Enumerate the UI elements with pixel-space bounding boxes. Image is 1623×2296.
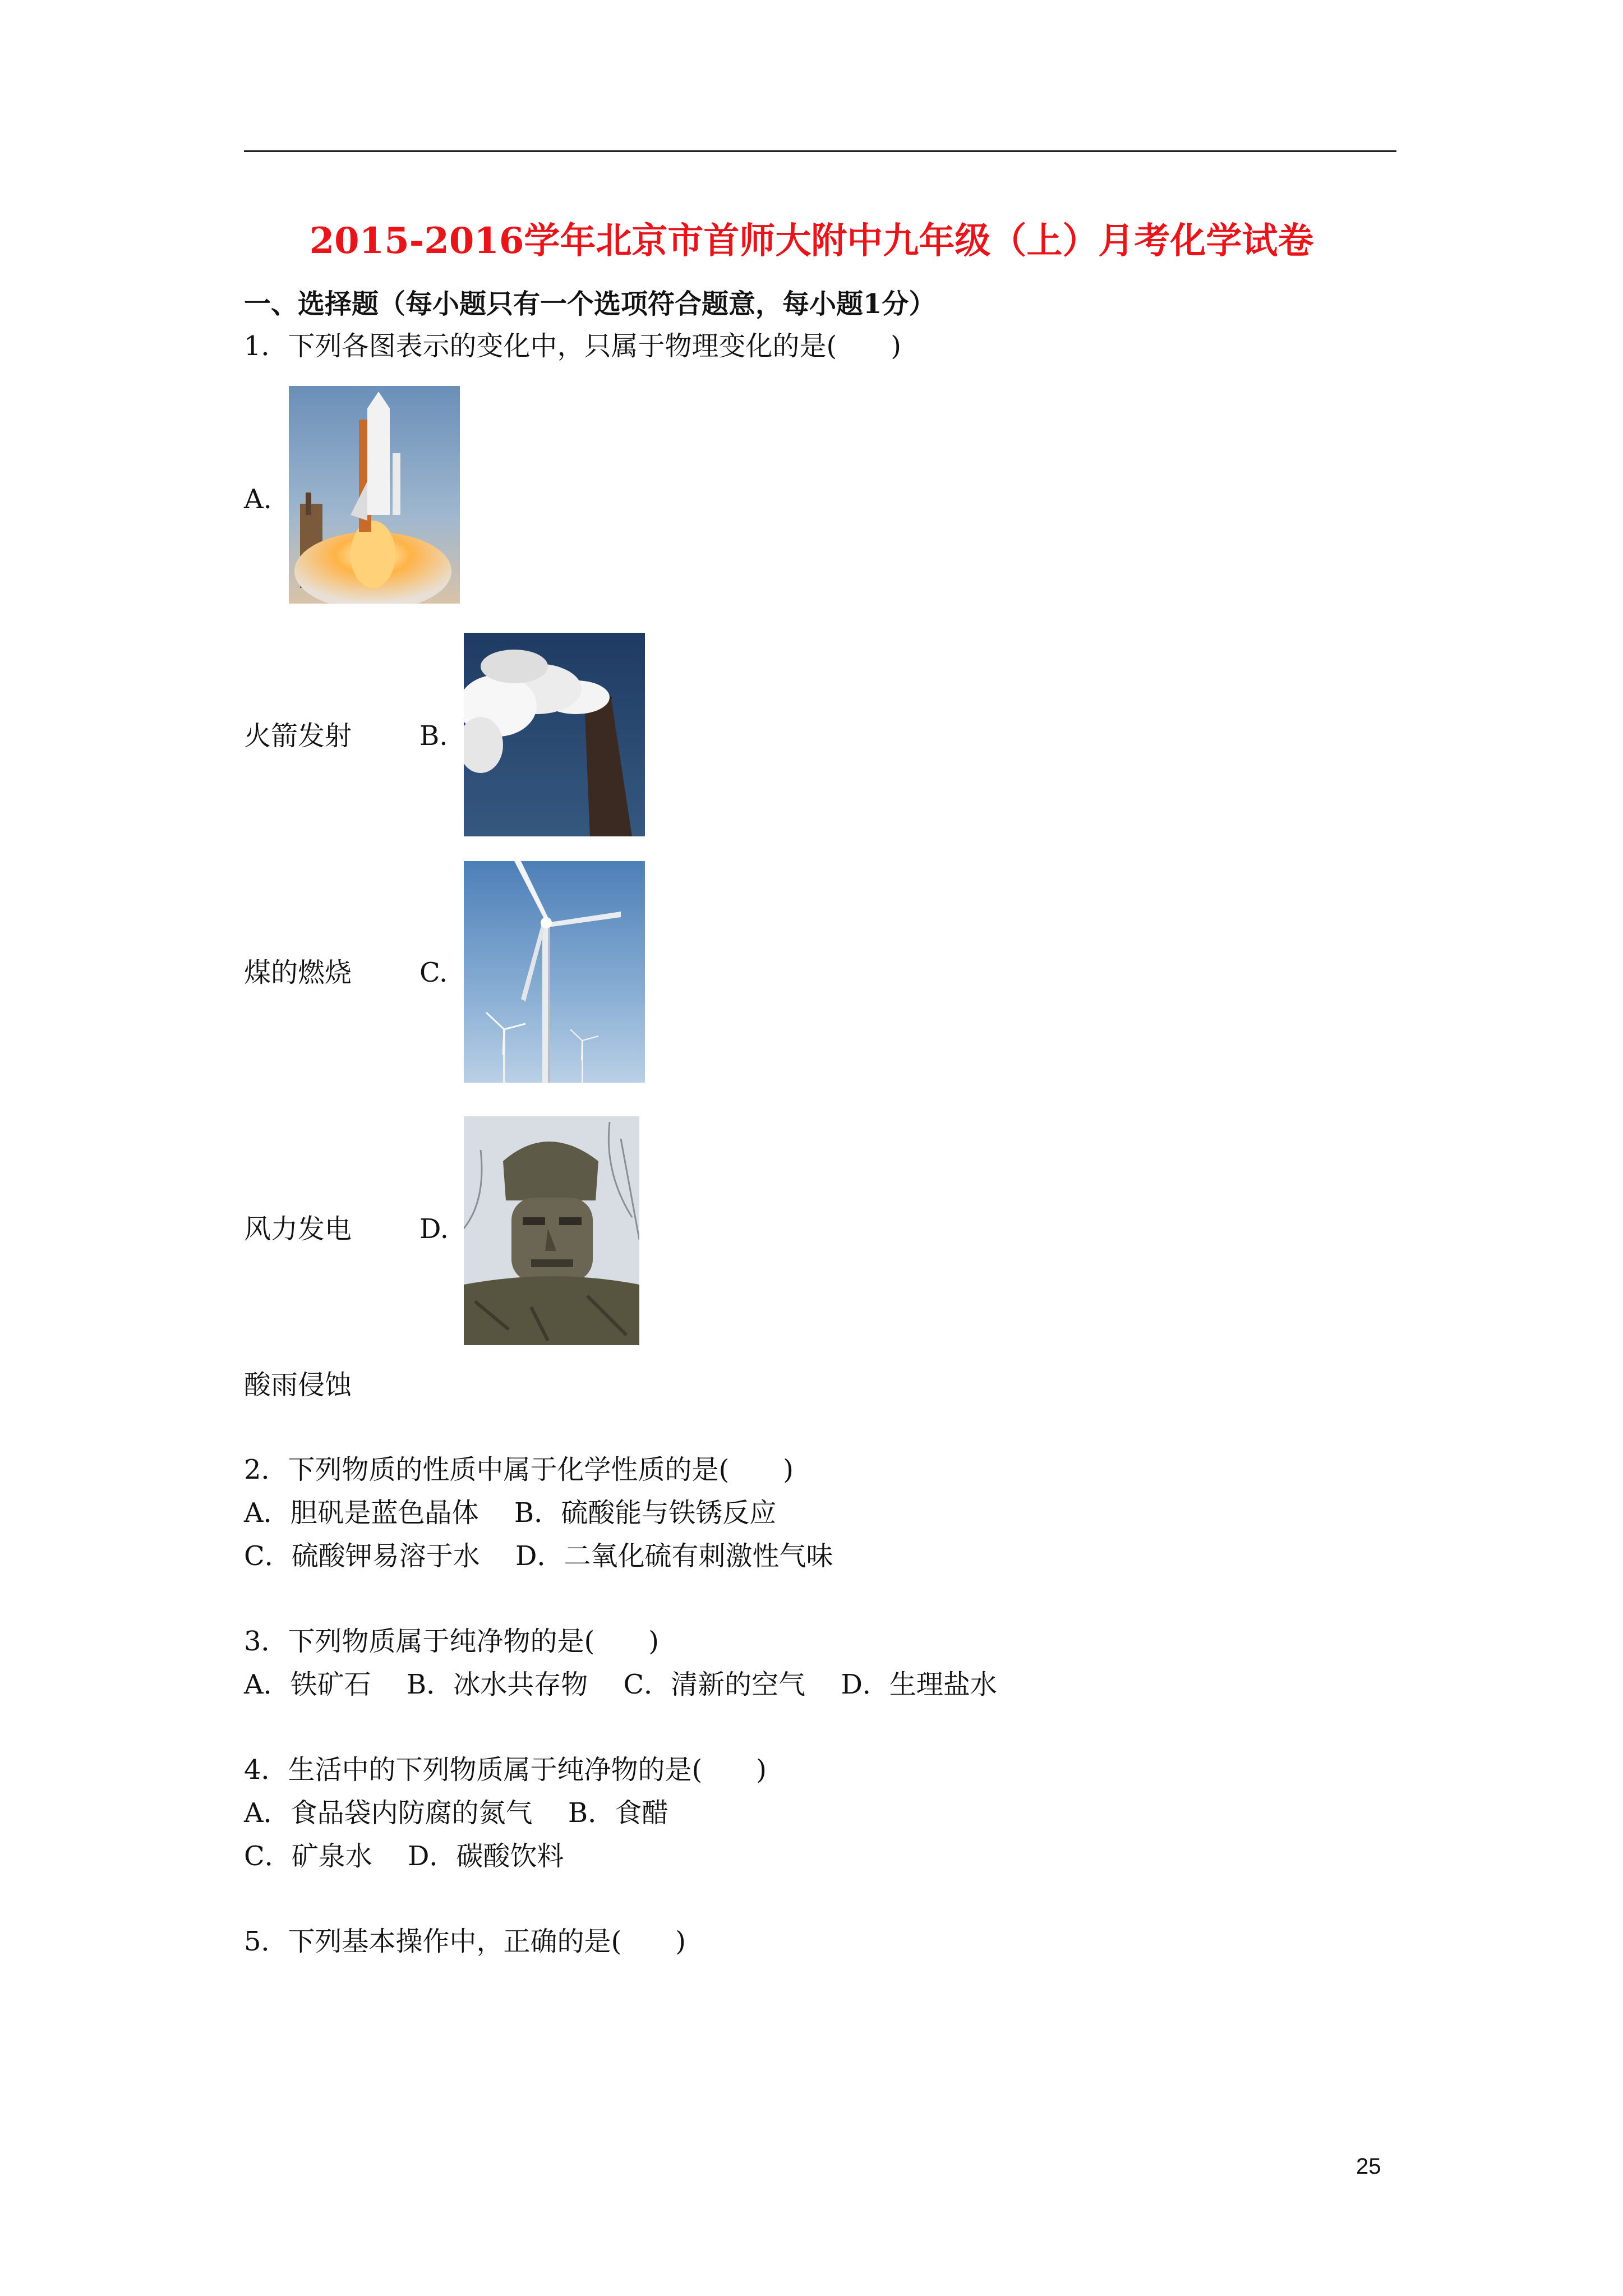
- page-number: 25: [1356, 2154, 1381, 2179]
- question-1-stem: 1．下列各图表示的变化中，只属于物理变化的是( ): [244, 330, 901, 362]
- section-heading: 一、选择题（每小题只有一个选项符合题意，每小题1分）: [244, 288, 936, 320]
- smokestack-image: [464, 633, 645, 836]
- question-2-options-line-2: C．硫酸钾易溶于水 D．二氧化硫有刺激性气味: [244, 1540, 833, 1572]
- option-a-caption: 火箭发射: [244, 720, 352, 752]
- question-3-options-line-1: A．铁矿石 B．冰水共存物 C．清新的空气 D．生理盐水: [244, 1669, 997, 1700]
- option-d-letter: D.: [419, 1213, 449, 1245]
- option-c-letter: C.: [419, 957, 448, 988]
- question-4-options-line-1: A．食品袋内防腐的氮气 B．食醋: [244, 1797, 669, 1829]
- option-c-caption: 风力发电: [244, 1213, 352, 1245]
- question-4-stem: 4．生活中的下列物质属于纯净物的是( ): [244, 1754, 767, 1786]
- question-2-stem: 2．下列物质的性质中属于化学性质的是( ): [244, 1454, 794, 1485]
- exam-title: 2015-2016学年北京市首师大附中九年级（上）月考化学试卷: [309, 220, 1314, 262]
- option-b-letter: B.: [419, 720, 448, 752]
- question-5-stem: 5．下列基本操作中，正确的是( ): [244, 1926, 686, 1957]
- rocket-launch-image: [289, 386, 460, 604]
- question-3-stem: 3．下列物质属于纯净物的是( ): [244, 1626, 659, 1657]
- wind-turbine-image: [464, 861, 645, 1083]
- option-b-caption: 煤的燃烧: [244, 957, 352, 988]
- question-2-options-line-1: A．胆矾是蓝色晶体 B．硫酸能与铁锈反应: [244, 1497, 777, 1529]
- option-a-letter: A.: [244, 484, 272, 515]
- question-4-options-line-2: C．矿泉水 D．碳酸饮料: [244, 1841, 564, 1872]
- option-d-caption: 酸雨侵蚀: [244, 1369, 352, 1401]
- header-rule: [244, 150, 1396, 152]
- eroded-statue-image: [464, 1116, 639, 1345]
